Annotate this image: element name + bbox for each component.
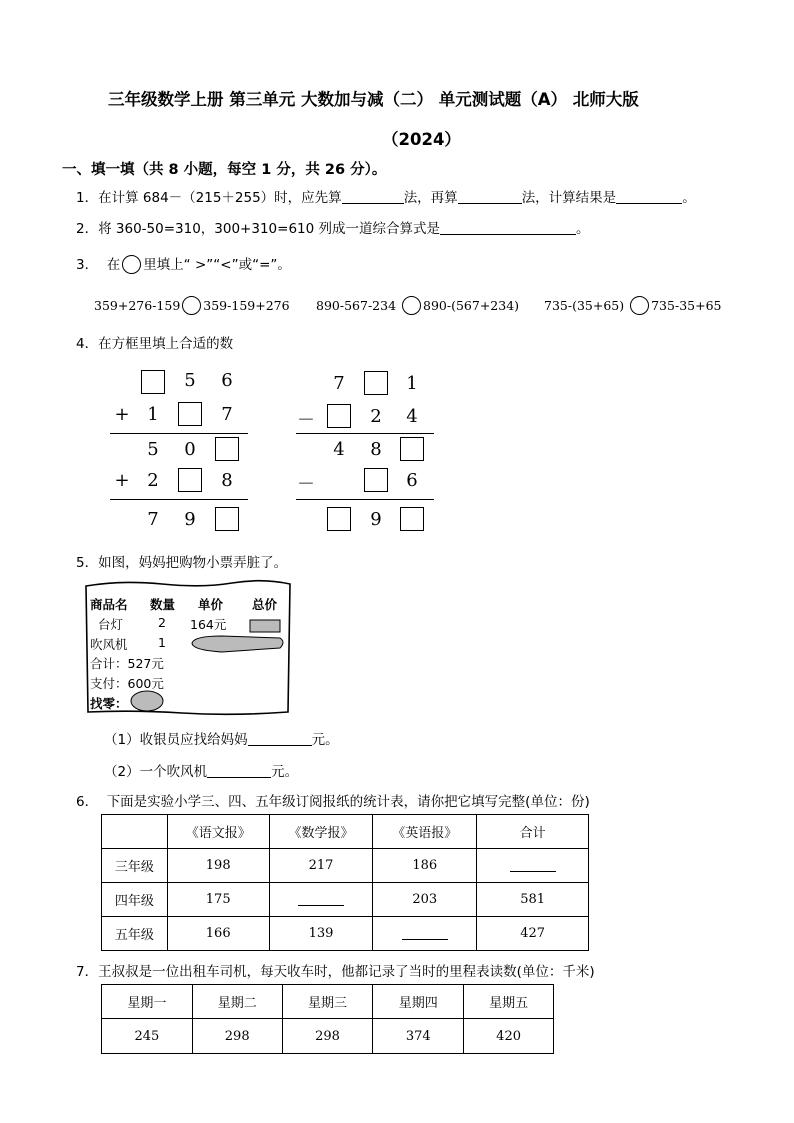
answer-blank[interactable] (616, 189, 682, 204)
receipt-header: 商品名 (90, 597, 128, 612)
answer-cell[interactable] (477, 849, 589, 883)
section-heading: 一、填一填（共 8 小题，每空 1 分，共 26 分）。 (62, 162, 387, 178)
question-4: 4．在方框里填上合适的数 (76, 336, 234, 352)
table-row: 四年级 175 203 581 (102, 883, 589, 917)
receipt-header: 总价 (252, 597, 278, 612)
digit-box[interactable] (141, 370, 165, 394)
digit-box[interactable] (364, 468, 388, 492)
mileage-table (101, 984, 554, 1054)
compare-item-2: 890-567-234 890-(567+234) (316, 298, 520, 313)
table-row: 245 298 298 374 420 (102, 1019, 554, 1054)
divider (296, 499, 434, 500)
answer-cell[interactable] (269, 883, 373, 917)
compare-circle[interactable] (402, 296, 421, 315)
table-row: 三年级 198 217 186 (102, 849, 589, 883)
answer-blank[interactable] (298, 893, 344, 906)
digit-box[interactable] (215, 507, 239, 531)
receipt-qty: 2 (158, 615, 166, 630)
receipt-item: 吹风机 (90, 637, 128, 652)
table-header-row: 星期一 星期二 星期三 星期四 星期五 (102, 985, 554, 1019)
answer-cell[interactable] (373, 917, 477, 951)
divider (296, 433, 434, 434)
digit-box[interactable] (327, 404, 351, 428)
compare-item-1: 359+276-159 359-159+276 (94, 298, 290, 313)
answer-blank[interactable] (342, 189, 404, 204)
answer-blank[interactable] (402, 927, 448, 940)
digit-box[interactable] (400, 507, 424, 531)
digit-box[interactable] (178, 468, 202, 492)
digit-box[interactable] (400, 437, 424, 461)
receipt-price: 164元 (190, 617, 227, 632)
receipt-paid: 支付：600元 (90, 676, 164, 691)
question-7: 7．王叔叔是一位出租车司机，每天收车时，他都记录了当时的里程表读数(单位：千米) (76, 964, 595, 980)
smudge (131, 691, 163, 711)
newspaper-table (101, 814, 589, 951)
answer-blank[interactable] (440, 220, 576, 235)
page-title: 三年级数学上册 第三单元 大数加与减（二） 单元测试题（A） 北师大版 (108, 90, 639, 109)
receipt-change: 找零： (90, 696, 128, 711)
receipt-header: 单价 (198, 597, 224, 612)
answer-blank[interactable] (207, 763, 271, 778)
receipt-qty: 1 (158, 635, 166, 650)
question-6: 6． 下面是实验小学三、四、五年级订阅报纸的统计表，请你把它填写完整(单位：份) (76, 794, 590, 810)
question-3: 3． 在 里填上“ >”“<”或“=”。 (76, 257, 291, 273)
compare-item-3: 735-(35+65) 735-35+65 (544, 298, 722, 313)
smudge (250, 620, 280, 632)
question-5-1: （1）收银员应找给妈妈 元。 (104, 732, 339, 748)
question-2: 2．将 360-50=310，300+310=610 列成一道综合算式是 。 (76, 221, 590, 237)
divider (110, 433, 248, 434)
table-header-row: 《语文报》 《数学报》 《英语报》 合计 (102, 815, 589, 849)
question-1: 1．在计算 684－（215＋255）时，应先算 法，再算 法，计算结果是 。 (76, 190, 696, 206)
table-row: 五年级 166 139 427 (102, 917, 589, 951)
receipt-header: 数量 (150, 597, 176, 612)
receipt-total: 合计：527元 (90, 656, 164, 671)
digit-box[interactable] (215, 437, 239, 461)
answer-blank[interactable] (248, 731, 312, 746)
divider (110, 499, 248, 500)
digit-box[interactable] (178, 402, 202, 426)
digit-box[interactable] (364, 371, 388, 395)
answer-blank[interactable] (510, 859, 556, 872)
compare-circle[interactable] (630, 296, 649, 315)
digit-box[interactable] (327, 507, 351, 531)
compare-circle[interactable] (182, 296, 201, 315)
receipt-item: 台灯 (98, 617, 124, 632)
question-5-2: （2）一个吹风机 元。 (104, 764, 299, 780)
circle-icon (122, 255, 141, 274)
page-title-year: （2024） (382, 130, 461, 149)
question-5: 5．如图，妈妈把购物小票弄脏了。 (76, 555, 288, 571)
answer-blank[interactable] (458, 189, 522, 204)
